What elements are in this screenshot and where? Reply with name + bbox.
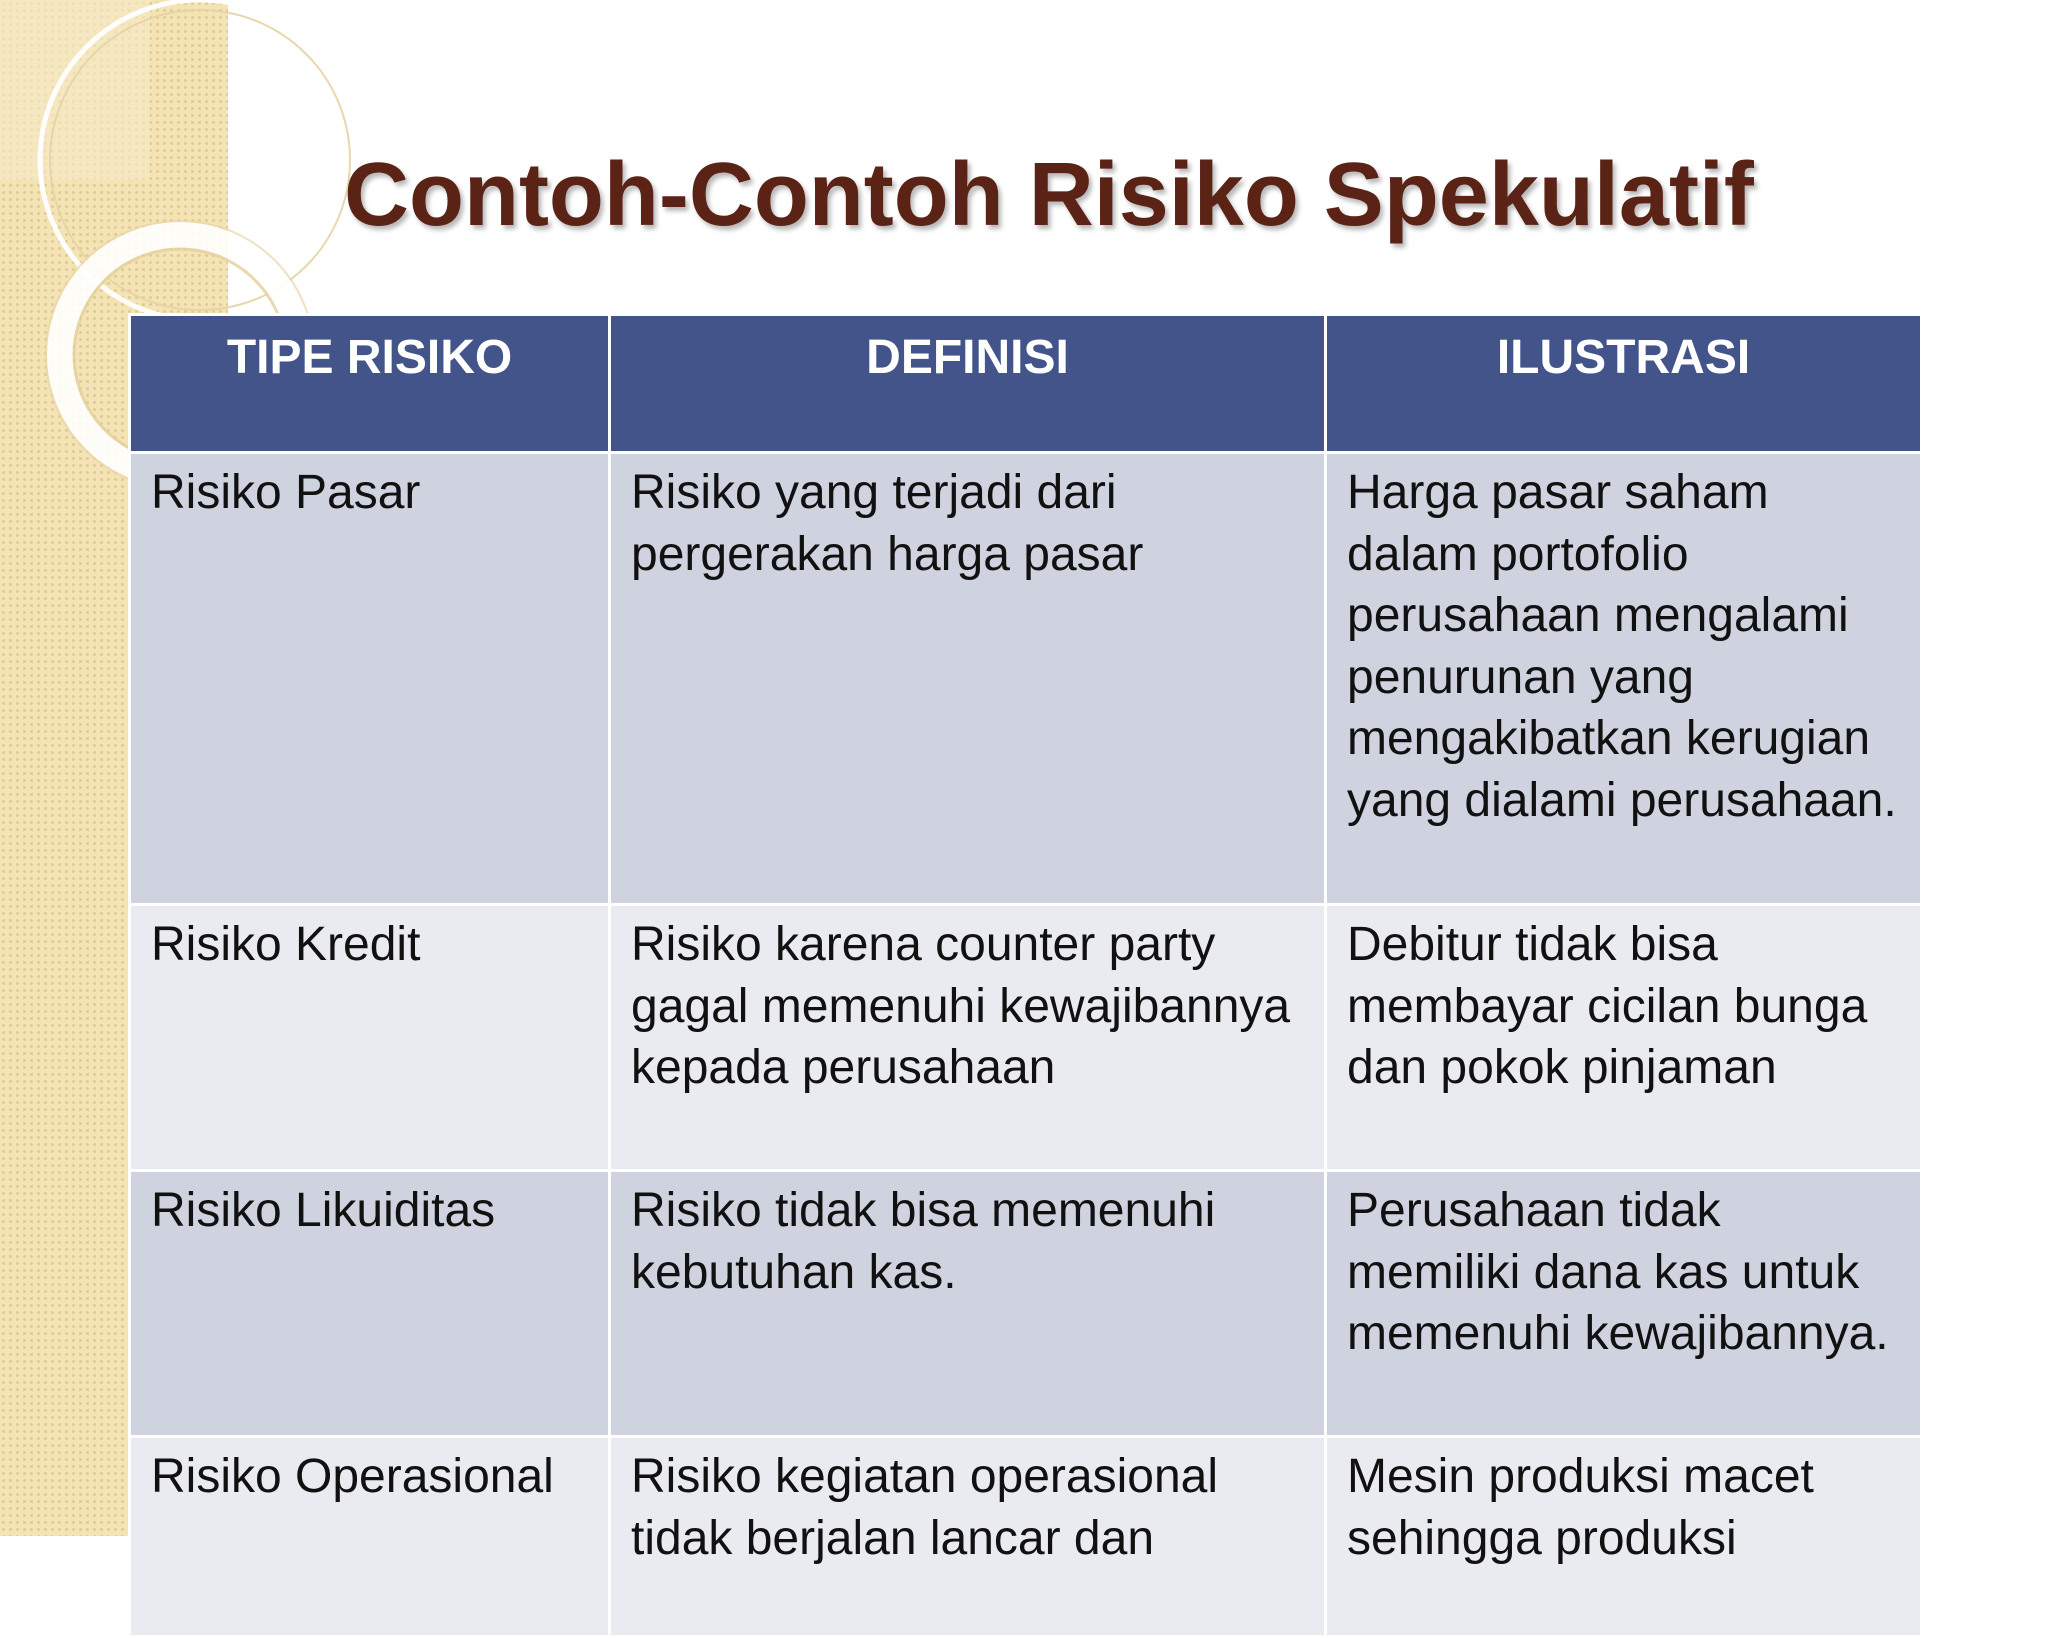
- cell-ilustrasi: Mesin produksi macet sehingga produksi: [1326, 1437, 1922, 1637]
- risk-table: [128, 313, 1923, 1638]
- cell-ilustrasi: Debitur tidak bisa membayar cicilan bunga dan pokok pinjaman: [1326, 905, 1922, 1171]
- table-row: [130, 453, 1922, 905]
- table-row: [130, 1171, 1922, 1437]
- cell-definisi: Risiko karena counter party gagal memenuhi kewajibannya kepada perusahaan: [610, 905, 1326, 1171]
- cell-definisi: Risiko yang terjadi dari pergerakan harga pasar: [610, 453, 1326, 905]
- table-row: [130, 1437, 1922, 1637]
- table-row: [130, 905, 1922, 1171]
- header-ilustrasi: ILUSTRASI: [1326, 315, 1922, 453]
- cell-definisi: Risiko tidak bisa memenuhi kebutuhan kas.: [610, 1171, 1326, 1437]
- cell-ilustrasi: Perusahaan tidak memiliki dana kas untuk memenuhi kewajibannya.: [1326, 1171, 1922, 1437]
- cell-tipe: Risiko Likuiditas: [130, 1171, 610, 1437]
- header-tipe-risiko: TIPE RISIKO: [130, 315, 610, 453]
- cell-tipe: Risiko Kredit: [130, 905, 610, 1171]
- cell-definisi: Risiko kegiatan operasional tidak berjalan lancar dan: [610, 1437, 1326, 1637]
- table-header-row: [130, 315, 1922, 453]
- header-definisi: DEFINISI: [610, 315, 1326, 453]
- cell-tipe: Risiko Operasional: [130, 1437, 610, 1637]
- cell-tipe: Risiko Pasar: [130, 453, 610, 905]
- slide-title: Contoh-Contoh Risiko Spekulatif: [344, 145, 1754, 245]
- cell-ilustrasi: Harga pasar saham dalam portofolio perusahaan mengalami penurunan yang mengakibatkan kerugian yang dialami perusahaan.: [1326, 453, 1922, 905]
